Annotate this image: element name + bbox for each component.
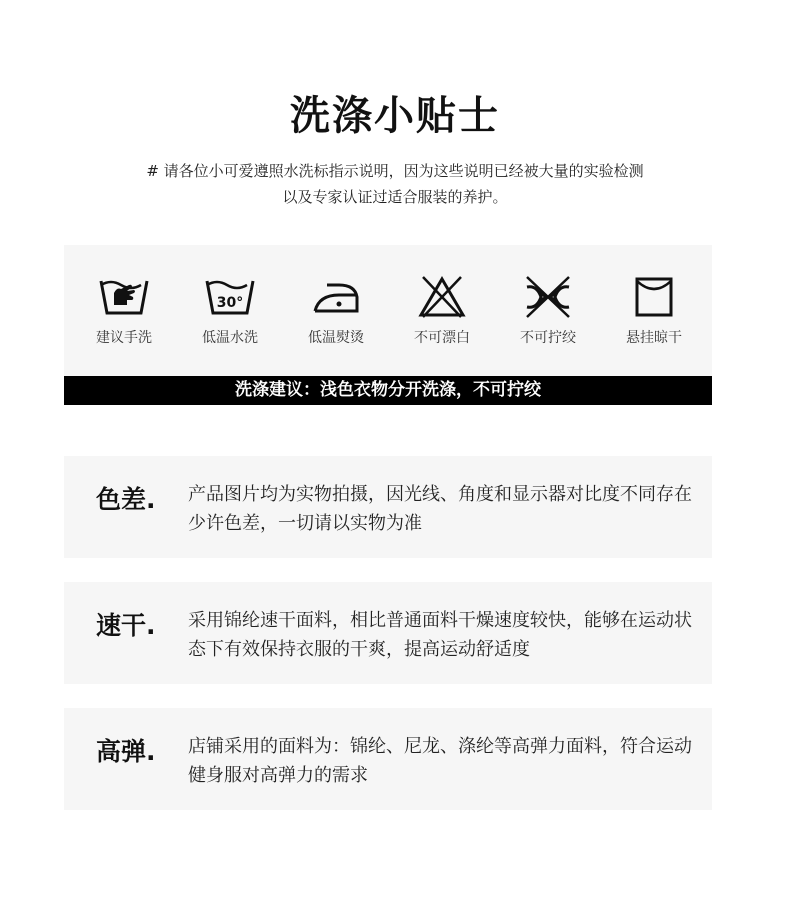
care-label: 低温熨烫 — [308, 330, 364, 346]
info-term: 速干. — [96, 611, 156, 640]
page-title: 洗涤小贴士 — [290, 93, 500, 139]
wash-30-icon — [203, 275, 257, 319]
wash-advice-banner: 洗涤建议：浅色衣物分开洗涤，不可拧绞 — [64, 376, 712, 405]
care-item-no-bleach — [389, 275, 495, 347]
care-label: 悬挂晾干 — [626, 330, 682, 346]
page-subtitle — [0, 158, 790, 210]
info-card-quick-dry — [64, 582, 712, 684]
no-bleach-icon — [415, 275, 469, 319]
info-term: 高弹. — [96, 737, 156, 766]
care-item-no-wring — [495, 275, 601, 347]
care-item-line-dry — [601, 275, 707, 347]
info-card-high-elastic — [64, 708, 712, 810]
care-instructions-panel — [64, 245, 712, 405]
info-term: 色差. — [96, 485, 156, 514]
info-description: 采用锦纶速干面料，相比普通面料干燥速度较快，能够在运动状态下有效保持衣服的干爽，提高运动舒适度 — [188, 610, 692, 660]
care-label: 不可漂白 — [414, 330, 470, 346]
line-dry-icon — [627, 275, 681, 319]
subtitle-line-1: # 请各位小可爱遵照水洗标指示说明，因为这些说明已经被大量的实验检测 — [146, 162, 644, 180]
wash-temp-label: 30° — [216, 295, 244, 311]
hand-wash-icon — [97, 275, 151, 319]
subtitle-line-2: 以及专家认证过适合服装的养护。 — [282, 188, 508, 206]
care-item-low-iron — [283, 275, 389, 347]
care-item-wash-30 — [177, 275, 283, 347]
info-description: 店铺采用的面料为：锦纶、尼龙、涤纶等高弹力面料，符合运动健身服对高弹力的需求 — [188, 736, 692, 786]
care-label: 低温水洗 — [202, 330, 258, 346]
care-label: 建议手洗 — [96, 330, 152, 346]
care-item-hand-wash — [71, 275, 177, 347]
care-icons-row — [64, 245, 712, 375]
care-label: 不可拧绞 — [520, 330, 576, 346]
info-card-color-difference — [64, 456, 712, 558]
no-wring-icon — [521, 275, 575, 319]
low-iron-icon — [309, 275, 363, 319]
info-description: 产品图片均为实物拍摄，因光线、角度和显示器对比度不同存在少许色差，一切请以实物为准 — [188, 484, 692, 534]
